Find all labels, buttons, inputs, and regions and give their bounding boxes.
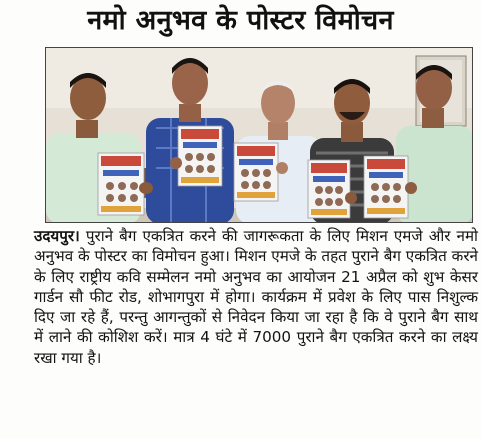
news-photo (45, 47, 473, 223)
poster-3 (234, 143, 278, 201)
poster-2 (178, 126, 222, 186)
dateline: उदयपुर। (34, 227, 80, 245)
article-body (34, 226, 478, 368)
article-text: पुराने बैग एकत्रित करने की जागरूकता के लिए मिशन एमजे और नमो अनुभव के पोस्टर का विमोचन हुआ। मिशन एमजे के तहत पुराने बैग एकत्रित करने के लिए राष्ट्रीय कवि सम्मेलन नमो अनुभव का आयोजन 21 अप्रैल को शुभ केसर गार्डन सौ फीट रोड, शोभागपुरा में होगा। कार्यक्रम में प्रवेश के लिए पास निशुल्क दिए जा रहे हैं, परन्तु आगन्तुकों से निवेदन किया जा रहा है कि वे पुराने बैग साथ में लाने की कोशिश करें। मात्र 4 घंटे में 7000 पुराने बैग एकत्रित करने का लक्ष्य रखा गया है। (34, 227, 478, 367)
poster-4 (308, 160, 350, 218)
headline: नमो अनुभव के पोस्टर विमोचन (87, 5, 394, 36)
poster-1 (98, 153, 144, 215)
poster-5 (364, 156, 408, 218)
